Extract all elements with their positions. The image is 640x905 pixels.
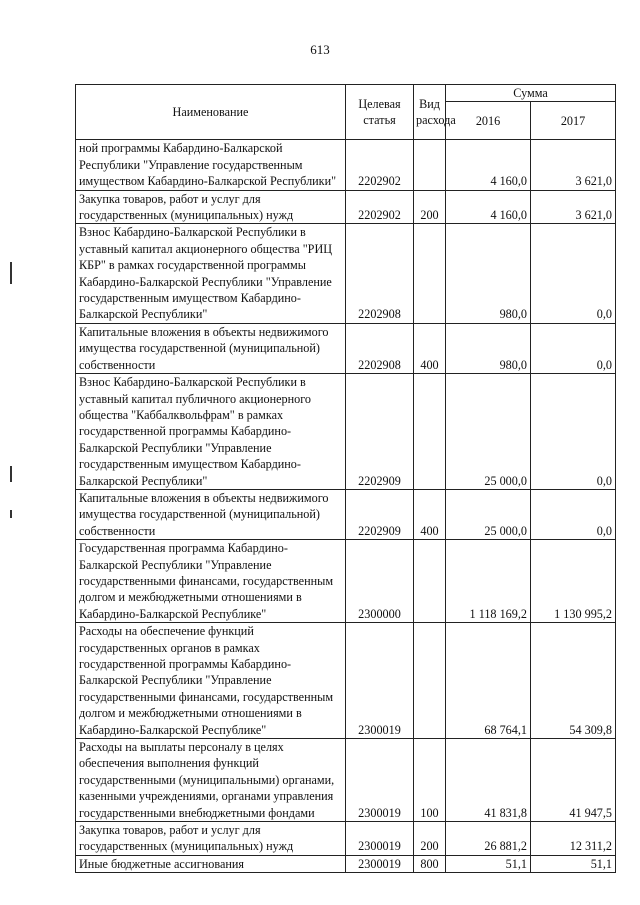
row-name: Расходы на обеспечение функций государственных органов в рамках государственной программы Кабардино-Балкарской Республики "Управление государственными финансами, государственным долгом и межбюджетными отношениями в Кабардино-Балкарской Республике": [76, 623, 346, 739]
row-type: [414, 540, 446, 623]
row-type: 400: [414, 489, 446, 539]
row-type: [414, 623, 446, 739]
scan-margin-mark: [10, 510, 12, 518]
table-row: [76, 822, 616, 856]
budget-table: [75, 84, 616, 873]
row-type: 800: [414, 855, 446, 872]
row-name: Закупка товаров, работ и услуг для государственных (муниципальных) нужд: [76, 190, 346, 224]
row-sum-2017: 51,1: [531, 855, 616, 872]
row-type: 200: [414, 822, 446, 856]
row-code: 2202908: [346, 224, 414, 323]
row-sum-2017: 54 309,8: [531, 623, 616, 739]
row-name: Расходы на выплаты персоналу в целях обеспечения выполнения функций государственными (муниципальными) органами, казенными учреждениями, органами управления государственными внебюджетными фондами: [76, 739, 346, 822]
row-name: ной программы Кабардино-Балкарской Республики "Управление государственным имуществом Кабардино-Балкарской Республики": [76, 140, 346, 190]
table-row: [76, 224, 616, 323]
row-name: Иные бюджетные ассигнования: [76, 855, 346, 872]
row-sum-2016: 26 881,2: [446, 822, 531, 856]
scan-margin-mark: [10, 262, 12, 284]
header-year-2016: 2016: [446, 102, 531, 140]
row-name: Капитальные вложения в объекты недвижимого имущества государственной (муниципальной) собственности: [76, 489, 346, 539]
row-sum-2016: 25 000,0: [446, 489, 531, 539]
row-code: 2300000: [346, 540, 414, 623]
row-sum-2016: 1 118 169,2: [446, 540, 531, 623]
row-type: [414, 140, 446, 190]
table-row: [76, 623, 616, 739]
row-type: 400: [414, 323, 446, 373]
row-type: [414, 374, 446, 490]
row-type: 100: [414, 739, 446, 822]
row-name: Взнос Кабардино-Балкарской Республики в уставный капитал публичного акционерного общества "Каббалквольфрам" в рамках государственной программы Кабардино-Балкарской Республики "Управление государственным имуществом Кабардино-Балкарской Республики": [76, 374, 346, 490]
row-code: 2202902: [346, 190, 414, 224]
row-code: 2202909: [346, 489, 414, 539]
table-row: [76, 374, 616, 490]
row-sum-2017: 0,0: [531, 224, 616, 323]
row-sum-2016: 41 831,8: [446, 739, 531, 822]
page-number: 613: [310, 42, 330, 57]
scan-margin-mark: [10, 466, 12, 482]
row-sum-2017: 41 947,5: [531, 739, 616, 822]
row-code: 2202908: [346, 323, 414, 373]
row-sum-2016: 980,0: [446, 323, 531, 373]
header-type: Вид расхода: [414, 85, 446, 140]
row-code: 2300019: [346, 623, 414, 739]
row-sum-2016: 4 160,0: [446, 140, 531, 190]
row-name: Государственная программа Кабардино-Балкарской Республики "Управление государственными финансами, государственным долгом и межбюджетными отношениями в Кабардино-Балкарской Республике": [76, 540, 346, 623]
row-sum-2016: 51,1: [446, 855, 531, 872]
row-sum-2017: 0,0: [531, 323, 616, 373]
table-row: [76, 190, 616, 224]
row-code: 2300019: [346, 739, 414, 822]
row-name: Взнос Кабардино-Балкарской Республики в уставный капитал акционерного общества "РИЦ КБР" в рамках государственной программы Кабардино-Балкарской Республики "Управление государственным имуществом Кабардино-Балкарской Республики": [76, 224, 346, 323]
row-code: 2202902: [346, 140, 414, 190]
row-sum-2016: 25 000,0: [446, 374, 531, 490]
table-row: [76, 855, 616, 872]
row-code: 2202909: [346, 374, 414, 490]
header-sum: Сумма: [446, 85, 616, 102]
row-code: 2300019: [346, 855, 414, 872]
table-row: [76, 540, 616, 623]
header-year-2017: 2017: [531, 102, 616, 140]
header-name: Наименование: [76, 85, 346, 140]
header-code: Целевая статья: [346, 85, 414, 140]
row-sum-2016: 68 764,1: [446, 623, 531, 739]
table-row: [76, 489, 616, 539]
row-name: Капитальные вложения в объекты недвижимого имущества государственной (муниципальной) собственности: [76, 323, 346, 373]
row-name: Закупка товаров, работ и услуг для государственных (муниципальных) нужд: [76, 822, 346, 856]
table-row: [76, 140, 616, 190]
row-sum-2017: 3 621,0: [531, 140, 616, 190]
table-row: [76, 323, 616, 373]
row-sum-2017: 3 621,0: [531, 190, 616, 224]
row-sum-2016: 980,0: [446, 224, 531, 323]
row-type: 200: [414, 190, 446, 224]
row-sum-2017: 12 311,2: [531, 822, 616, 856]
row-code: 2300019: [346, 822, 414, 856]
row-sum-2017: 0,0: [531, 374, 616, 490]
row-type: [414, 224, 446, 323]
row-sum-2017: 1 130 995,2: [531, 540, 616, 623]
table-row: [76, 739, 616, 822]
row-sum-2017: 0,0: [531, 489, 616, 539]
row-sum-2016: 4 160,0: [446, 190, 531, 224]
